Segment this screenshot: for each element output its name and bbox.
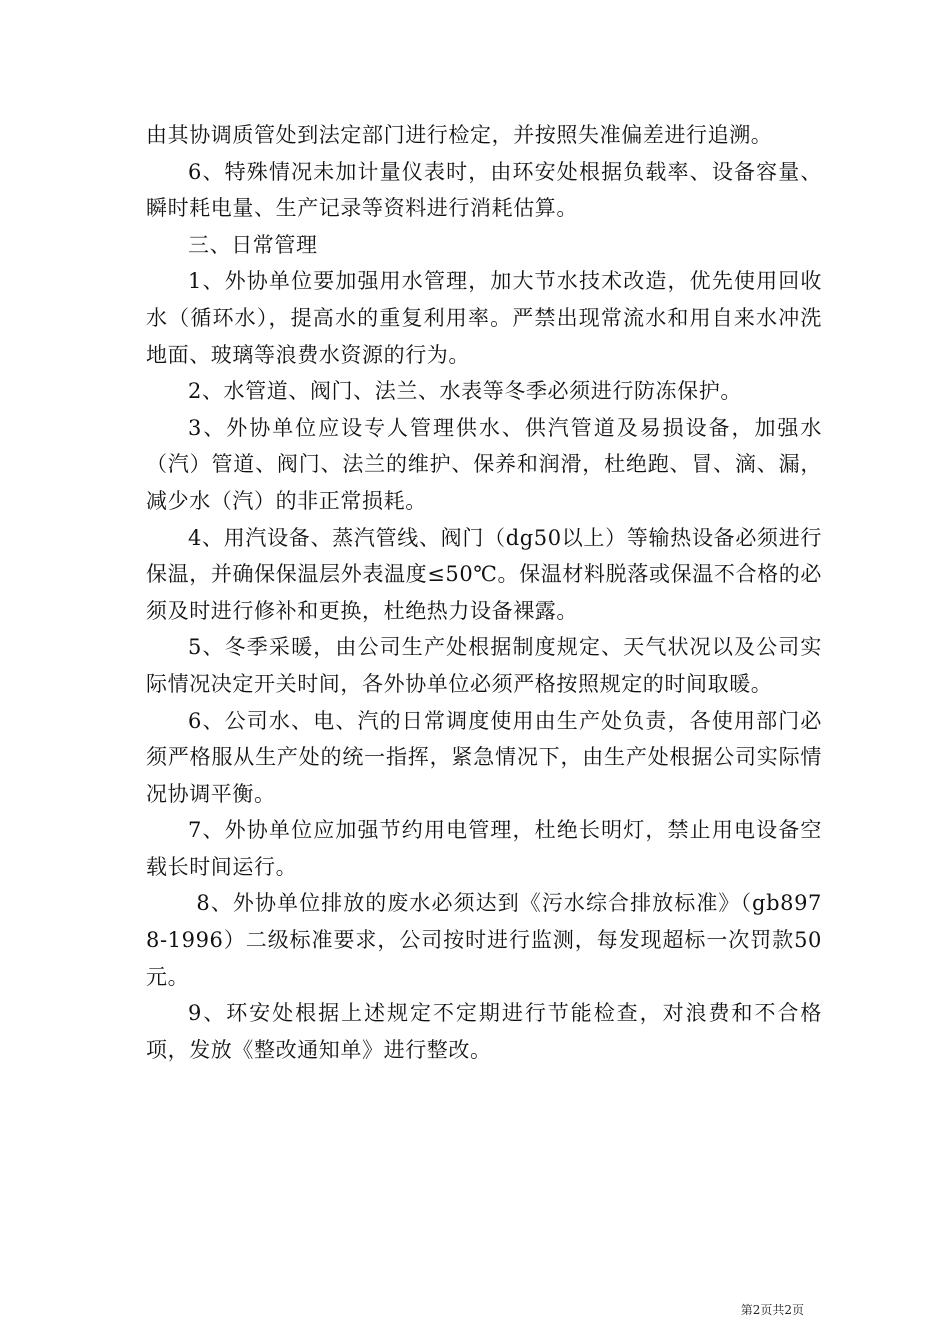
paragraph-4: 1、外协单位要加强用水管理，加大节水技术改造，优先使用回收水（循环水），提高水的重复利用率。严禁出现常流水和用自来水冲洗地面、玻璃等浪费水资源的行为。 [146, 269, 822, 367]
paragraph-9: 6、公司水、电、汽的日常调度使用由生产处负责，各使用部门必须严格服从生产处的统一指挥，紧急情况下，由生产处根据公司实际情况协调平衡。 [146, 708, 822, 806]
paragraph-1: 由其协调质管处到法定部门进行检定，并按照失准偏差进行追溯。 [146, 123, 773, 147]
paragraph-10: 7、外协单位应加强节约用电管理，杜绝长明灯，禁止用电设备空载长时间运行。 [146, 818, 822, 879]
paragraph-5: 2、水管道、阀门、法兰、水表等冬季必须进行防冻保护。 [188, 379, 742, 404]
page-number-footer: 第2页共2页 [740, 1303, 804, 1317]
paragraph-2: 6、特殊情况未加计量仪表时，由环安处根据负载率、设备容量、瞬时耗电量、生产记录等资料进行消耗估算。 [146, 159, 822, 221]
paragraph-7: 4、用汽设备、蒸汽管线、阀门（dg50以上）等输热设备必须进行保温，并确保保温层外表温度≤50℃。保温材料脱落或保温不合格的必须及时进行修补和更换，杜绝热力设备裸露。 [146, 525, 822, 623]
paragraph-6: 3、外协单位应设专人管理供水、供汽管道及易损设备，加强水（汽）管道、阀门、法兰的维护、保养和润滑，杜绝跑、冒、滴、漏，减少水（汽）的非正常损耗。 [146, 415, 822, 513]
section-heading: 三、日常管理 [188, 232, 318, 257]
paragraph-11: 8、外协单位排放的废水必须达到《污水综合排放标准》（gb8978-1996）二级标准要求，公司按时进行监测，每发现超标一次罚款50元。 [146, 891, 822, 989]
paragraph-12: 9、环安处根据上述规定不定期进行节能检查，对浪费和不合格项，发放《整改通知单》进行整改。 [146, 1001, 822, 1062]
document-body [146, 117, 822, 1068]
paragraph-8: 5、冬季采暖，由公司生产处根据制度规定、天气状况以及公司实际情况决定开关时间，各外协单位必须严格按照规定的时间取暖。 [146, 635, 822, 696]
